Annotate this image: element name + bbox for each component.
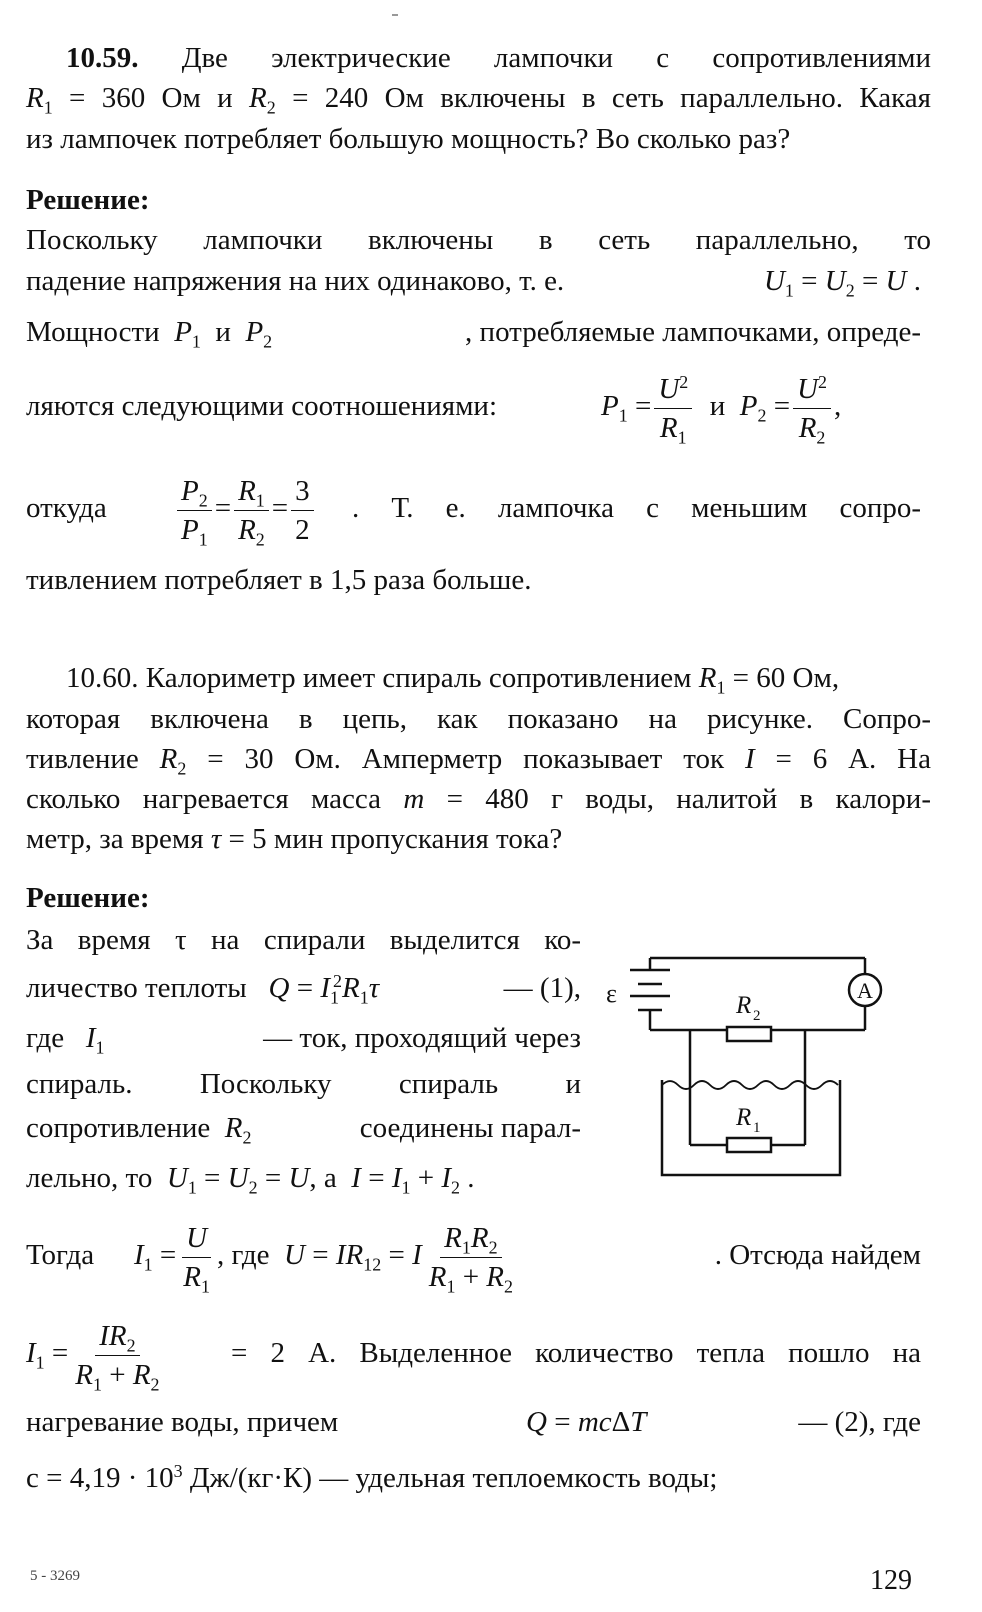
scan-mark (392, 14, 398, 16)
solution-2-line-4: спираль. Поскольку спираль и (26, 1068, 581, 1100)
solution-2-line-10: $c = 4,19 \cdot 10^3$ Дж/(кг·К) — удельная теплоемкость воды; (26, 1461, 718, 1494)
printer-signature: 5 - 3269 (30, 1568, 80, 1584)
problem-number: 10.60. (66, 662, 139, 694)
solution-2-line-8: $I_1$ = $\frac{IR_2}{R_1 + R_2}$ = 2 А. Выделенное количество тепла пошло на (26, 1319, 921, 1395)
solution-heading-1: Решение: (26, 184, 150, 216)
circuit-diagram (600, 950, 910, 1190)
solution-1-line-3: Мощности $P_1$ и $P_2$ , потребляемые лампочками, опреде- (26, 316, 921, 352)
solution-2-line-6: лельно, то $U_1 = U_2 = U$, а $I = I_1 + I_2$ . (26, 1162, 475, 1198)
solution-2-line-7: Тогда $I_1$ = $\frac{U}{R_1}$ , где $U = IR_{12} = I$ $\frac{R_1R_2}{R_1 + R_2}$ . Отсюда найдем (26, 1221, 921, 1297)
r1-subscript: 1 (753, 1120, 761, 1136)
problem-10-59-line-2: $R_1 = 360$ Ом и $R_2 = 240$ Ом включены в сеть параллельно. Какая (26, 82, 931, 118)
ammeter-label: A (857, 978, 873, 1003)
solution-2-line-5: сопротивление $R_2$ соединены парал- (26, 1112, 581, 1148)
svg-text:ε: ε (606, 979, 617, 1008)
solution-1-line-6: тивлением потребляет в 1,5 раза больше. (26, 564, 532, 596)
r2-label: R (736, 992, 752, 1019)
problem-10-60-line-1: 10.60. Калориметр имеет спираль сопротивлением $R_1 = 60$ Ом, (66, 662, 840, 698)
r1-label: R (736, 1104, 752, 1131)
solution-1-line-4: ляются следующими соотношениями: $P_1$ = $\frac{U^2}{R_1}$ и $P_2$ = $\frac{U^2}{R_2}$ , (26, 371, 842, 448)
problem-10-59-line-1: 10.59. Две электрические лампочки с сопротивлениями (66, 42, 931, 74)
solution-heading-2: Решение: (26, 882, 150, 914)
solution-2-line-3: где $I_1$ — ток, проходящий через (26, 1022, 581, 1058)
solution-1-line-1: Поскольку лампочки включены в сеть параллельно, то (26, 224, 931, 256)
solution-2-line-2: личество теплоты $Q = I_1^2R_1\tau$ — (1), (26, 971, 581, 1008)
solution-1-line-5: откуда $\frac{P_2}{P_1}$ = $\frac{R_1}{R_2}$ = $\frac{3}{2}$ . Т. е. лампочка с меньшим сопро- (26, 474, 921, 550)
emf-label (606, 979, 617, 1008)
solution-2-line-9: нагревание воды, причем Q = mcΔT — (2), где (26, 1406, 921, 1438)
problem-10-59-line-3: из лампочек потребляет большую мощность? Во сколько раз? (26, 123, 791, 155)
r2-subscript: 2 (753, 1008, 761, 1024)
problem-10-60-line-2: которая включена в цепь, как показано на рисунке. Сопро- (26, 703, 931, 735)
problem-number: 10.59. (66, 42, 139, 74)
problem-10-60-line-5: метр, за время τ = 5 мин пропускания тока? (26, 823, 563, 855)
solution-1-line-2: падение напряжения на них одинаково, т. е. $U_1 = U_2 = U$ . (26, 265, 921, 301)
solution-2-line-1: За время τ на спирали выделится ко- (26, 924, 581, 956)
problem-10-60-line-3: тивление $R_2 = 30$ Ом. Амперметр показывает ток I = 6 А. На (26, 743, 931, 779)
problem-10-60-line-4: сколько нагревается масса m = 480 г воды, налитой в калори- (26, 783, 931, 815)
page-number: 129 (870, 1565, 912, 1596)
